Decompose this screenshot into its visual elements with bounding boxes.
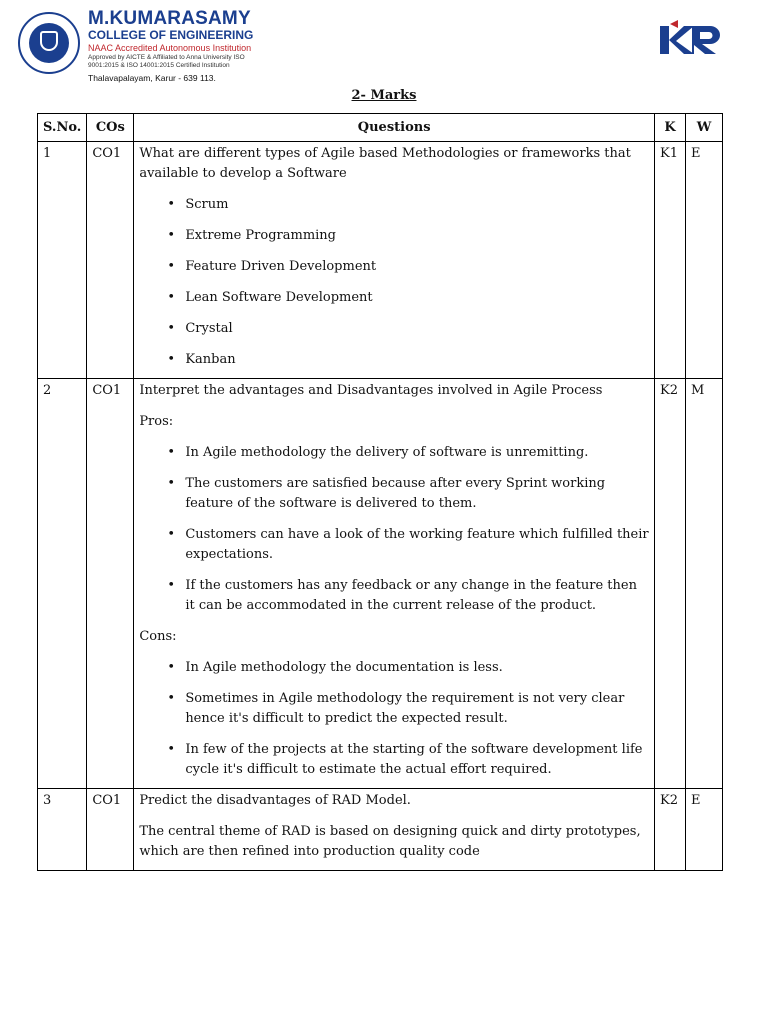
row-co: CO1 xyxy=(87,789,134,871)
college-seal-icon xyxy=(18,12,80,74)
list-item: • The customers are satisfied because after every Sprint working feature of the software is delivered to them. xyxy=(167,474,649,514)
row-question-cell xyxy=(134,142,655,379)
row-w: E xyxy=(686,142,723,379)
list-item: • Sometimes in Agile methodology the requirement is not very clear hence it's difficult to predict the expected result. xyxy=(167,689,649,729)
list-item: • In few of the projects at the starting of the software development life cycle it's difficult to estimate the actual effort required. xyxy=(167,740,649,780)
address-text: Thalavapalayam, Karur - 639 113. xyxy=(88,73,216,83)
row-k: K2 xyxy=(655,379,686,789)
college-name-block xyxy=(88,9,258,84)
list-item: • Lean Software Development xyxy=(167,288,649,308)
list-item: • In Agile methodology the delivery of software is unremitting. xyxy=(167,443,649,463)
header-sno: S.No. xyxy=(38,114,87,142)
question-text: Predict the disadvantages of RAD Model. xyxy=(139,793,411,808)
list-item: • Feature Driven Development xyxy=(167,257,649,277)
list-item: • Customers can have a look of the working feature which fulfilled their expectations. xyxy=(167,525,649,565)
table-row xyxy=(38,789,723,871)
row-sno: 2 xyxy=(38,379,87,789)
row-co: CO1 xyxy=(87,379,134,789)
header-cos: COs xyxy=(87,114,134,142)
kr-logo-icon xyxy=(658,20,724,56)
row-w: E xyxy=(686,789,723,871)
list-item: • Extreme Programming xyxy=(167,226,649,246)
list-item: • Scrum xyxy=(167,195,649,215)
list-item: • In Agile methodology the documentation is less. xyxy=(167,658,649,678)
bullet-list xyxy=(139,195,649,370)
row-sno: 3 xyxy=(38,789,87,871)
header-w: W xyxy=(686,114,723,142)
list-item: • If the customers has any feedback or any change in the feature then it can be accommodated in the current release of the product. xyxy=(167,576,649,616)
cons-label: Cons: xyxy=(139,629,177,644)
header-k: K xyxy=(655,114,686,142)
cons-list xyxy=(139,658,649,780)
page-title: 2- Marks xyxy=(351,88,417,103)
list-item: • Crystal xyxy=(167,319,649,339)
pros-list xyxy=(139,443,649,616)
question-text: Interpret the advantages and Disadvantages involved in Agile Process xyxy=(139,383,603,398)
question-text: What are different types of Agile based Methodologies or frameworks that available to develop a Software xyxy=(139,146,631,181)
list-item: • Kanban xyxy=(167,350,649,370)
answer-text: The central theme of RAD is based on designing quick and dirty prototypes, which are then refined into production quality code xyxy=(139,824,641,859)
row-question-cell xyxy=(134,789,655,871)
row-question-cell xyxy=(134,379,655,789)
row-k: K2 xyxy=(655,789,686,871)
row-co: CO1 xyxy=(87,142,134,379)
row-k: K1 xyxy=(655,142,686,379)
accreditation-text: NAAC Accredited Autonomous Institution xyxy=(88,43,252,53)
pros-label: Pros: xyxy=(139,414,174,429)
table-row xyxy=(38,379,723,789)
college-subtitle: COLLEGE OF ENGINEERING xyxy=(88,28,254,42)
document-header xyxy=(0,0,768,90)
row-w: M xyxy=(686,379,723,789)
college-name: M.KUMARASAMY xyxy=(88,8,251,29)
questions-table xyxy=(37,113,723,871)
approval-text: Approved by AICTE & Affiliated to Anna University ISO 9001:2015 & ISO 14001:2015 Certified Institution xyxy=(88,54,245,69)
header-questions: Questions xyxy=(134,114,655,142)
table-row xyxy=(38,142,723,379)
table-header-row xyxy=(38,114,723,142)
row-sno: 1 xyxy=(38,142,87,379)
